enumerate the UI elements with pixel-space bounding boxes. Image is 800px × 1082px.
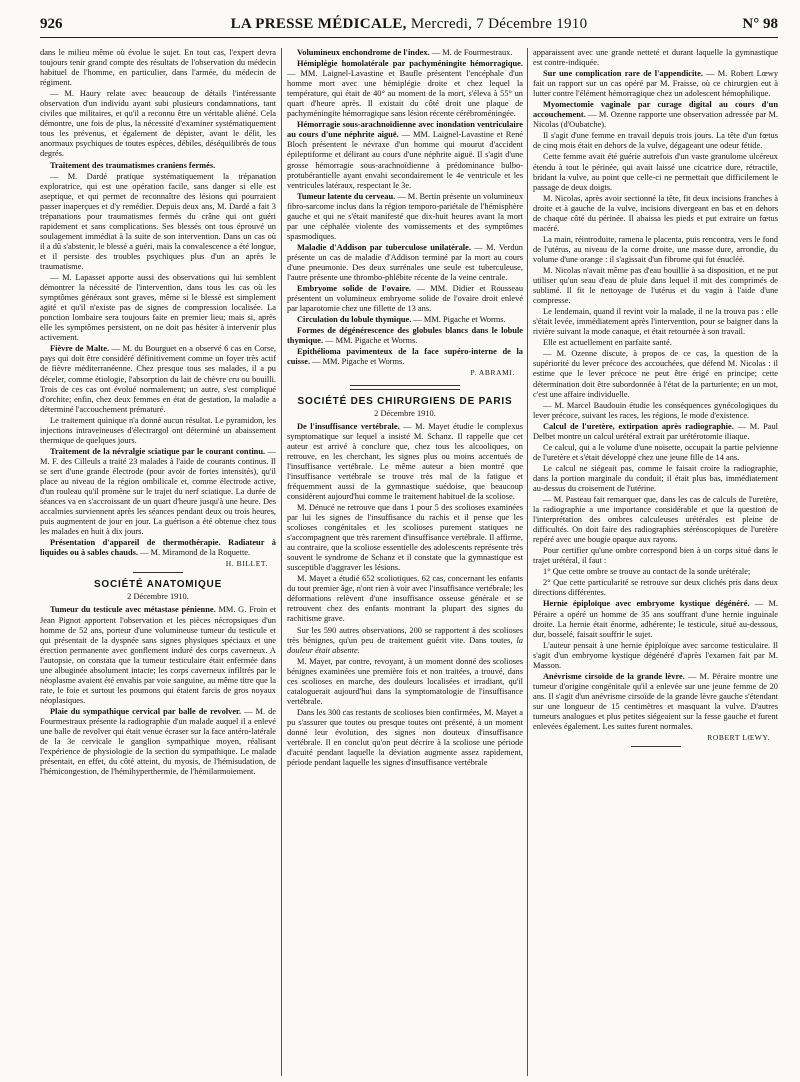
item-heading: Circulation du lobule thymique.	[297, 315, 412, 325]
paragraph: Maladie d'Addison par tuberculose unilatérale. — M. Verdun présente un cas de maladie d'Addison terminé par la mort au cours d'une pneumonie. Des deux surrénales une seule est tuberculeuse, l'autre présente une thrombo-phlébite récente de la veine centrale.	[287, 242, 523, 283]
paragraph: Calcul de l'uretère, extirpation après radiographie. — M. Paul Delbet montre un calcul urétéral extrait par urétérotomie iliaque.	[533, 421, 778, 441]
paragraph: Cette femme avait été guérie autrefois d'un vaste granulome ulcéreux étendu à tout le périnée, qui avait laissé une cicatrice dure, rétractile, bridant la vulve, au point que celle-ci ne permettait que difficilement le passage de deux doigts.	[533, 152, 778, 192]
column-3	[533, 48, 778, 1076]
paragraph: Hémiplégie homolatérale par pachyméningite hémorragique. — MM. Laignel-Lavastine et Baufle présentent l'encéphale d'un homme mort avec une hémiplégie droite et chez lequel la température, qui était de 40° au moment de la mort, s'éleva à 55° un quart d'heure après. Il existait du côté droit une plaque de pachyméningite hémorragique sans lésion récente cérébroméningée.	[287, 59, 523, 119]
column-2	[287, 48, 523, 1076]
paragraph: Pour certifier qu'une ombre correspond bien à un corps situé dans le trajet urétéral, il faut :	[533, 546, 778, 566]
paragraph	[40, 161, 276, 171]
paragraph: Formes de dégénérescence des globules blancs dans le lobule thymique. — MM. Pigache et Worms.	[287, 326, 523, 346]
paragraph: dans le milieu même où évolue le sujet. En tout cas, l'expert devra toujours tenir grand compte des résultats de l'observation du médecin habituel de l'homme, en particulier, dans l'armée, du médecin de régiment.	[40, 48, 276, 88]
paragraph: — M. Lapasset apporte aussi des observations qui lui semblent démontrer la nécessité de l'intervention, dans tous les cas où les symptômes généraux sont graves, même si le blessé est simplement agité et qu'il n'existe pas de signes de compression localisée. La ponction lombaire sera toujours faite en premier lieu; mais si, après elle les symptômes persistent, on ne doit pas hésiter à intervenir plus activement.	[40, 273, 276, 343]
journal-name: LA PRESSE MÉDICALE,	[230, 16, 407, 32]
issue-number: N° 98	[742, 16, 778, 32]
column-divider	[527, 48, 528, 1076]
item-heading: De l'insuffisance vertébrale.	[297, 421, 400, 431]
paragraph: Anévrisme cirsoïde de la grande lèvre. — M. Péraire montre une tumeur d'origine congénitale qu'il a enlevée sur une jeune femme de 20 ans. Il s'agit d'un anévrisme cirsoïde de la grande lèvre gauche s'étendant sur une longueur de 15 centimètres et masquant la vulve. D'autres tumeurs analogues et plus petites siégeaient sur la fesse gauche et furent enlevées également. Les suites furent normales.	[533, 671, 778, 732]
item-heading: Calcul de l'uretère, extirpation après radiographie.	[543, 421, 734, 431]
journal-title	[40, 16, 778, 33]
paragraph: apparaissent avec une grande netteté et durant laquelle la gymnastique est contre-indiquée.	[533, 48, 778, 68]
paragraph: Le traitement quinique n'a donné aucun résultat. Le pyramidon, les injections intraveineuses d'électrargol ont déterminé un abaissement thermique de quelques jours.	[40, 415, 276, 445]
divider	[133, 572, 183, 573]
paragraph: 1° Que cette ombre se trouve au contact de la sonde urétérale;	[543, 567, 751, 577]
paragraph: Le lendemain, quand il revint voir la malade, il ne la trouva pas : elle s'était levée, immédiatement après l'intervention, pour se baigner dans la rivière suivant la mode canaque, et était retournée à son travail.	[533, 307, 778, 337]
paragraph: M. Mayet a étudié 652 scoliotiques. 62 cas, concernant les enfants du tout premier âge, n'ont rien à voir avec l'insuffisance vertébrale; les déformations relèvent d'une insuffisance osseuse générale et se retrouvent chez des enfants montrant la plupart des signes du rachitisme grave.	[287, 574, 523, 624]
page-number: 926	[40, 16, 63, 32]
item-heading: Traitement de la névralgie sciatique par le courant continu.	[50, 446, 266, 456]
divider	[631, 746, 681, 747]
item-heading: Myomectomie vaginale par curage digital au cours d'un accouchement.	[533, 100, 778, 120]
item-heading: Maladie d'Addison par tuberculose unilatérale.	[297, 242, 471, 252]
paragraph: Ce calcul, qui a le volume d'une noisette, occupait la partie pelvienne de l'uretère et s'était développé chez une jeune fille de 14 ans.	[533, 442, 778, 462]
item-heading: Sur une complication rare de l'appendicite.	[543, 69, 703, 79]
issue-date: Mercredi, 7 Décembre 1910	[410, 16, 588, 32]
item-heading: Hémorragie sous-arachnoïdienne avec inondation ventriculaire au cours d'une néphrite aiguë.	[287, 120, 523, 140]
section-date: 2 Décembre 1910.	[127, 592, 189, 602]
paragraph: Sur les 590 autres observations, 200 se rapportent à des scolioses très bénignes, qu'un peu de traitement guérit vite. Dans toutes, la douleur était absente.	[287, 625, 523, 655]
item-heading: Formes de dégénérescence des globules blancs dans le lobule thymique.	[287, 326, 523, 346]
section-date: 2 Décembre 1910.	[374, 408, 436, 418]
paragraph: Volumineux enchondrome de l'index. — M. de Fourmestraux.	[297, 48, 513, 57]
paragraph: Elle est actuellement en parfaite santé.	[543, 338, 672, 348]
paragraph: Hernie épiploïque avec embryome kystique dégénéré. — M. Péraire a opéré un homme de 35 ans souffrant d'une hernie inguinale droite. La hernie était énorme, adhérente; le testicule, situé au-dessous, dur, bosselé, faisait souffrir le sujet.	[533, 599, 778, 639]
paragraph: — M. Marcel Baudouin étudie les conséquences gynécologiques du lever précoce, suivant les races, les régions, le mode d'existence.	[533, 400, 778, 420]
item-heading: Tumeur du testicule avec métastase pénienne.	[50, 605, 216, 615]
page-header	[40, 16, 778, 38]
paragraph: Le calcul ne siégeait pas, comme le faisait croire la radiographie, dans la portion marginale du conduit; il était plus bas, immédiatement au-dessus du croisement de l'utérine.	[533, 463, 778, 493]
paragraph: Traitement de la névralgie sciatique par le courant continu. — M. F. des Cilleuls a traité 23 malades à l'aide de courants continus. Il se sert d'une grande électrode (pour avoir de fortes intensités), qu'il place au niveau de la région ombilicale et, comme électrode active, d'un rouleau qu'il promène sur le trajet du nerf sciatique. La durée de séances va en s'accroissant de un quart d'heure jusqu'à une heure. Des accalmies surviennent après les séances pendant deux ou trois heures, puis augmentent de jour en jour. La guérison a été obtenue chez tous les malades en huit à dix jours.	[40, 446, 276, 537]
item-heading: Tumeur latente du cerveau.	[297, 191, 396, 201]
paragraph: Tumeur latente du cerveau. — M. Bertin présente un volumineux fibro-sarcome inclus dans la région temporo-pariétale de l'hémisphère gauche et qui ne s'était manifesté que dix-huit heures avant la mort par une céphalée violente des vomissements et des symptômes spasmodiques.	[287, 191, 523, 241]
paragraph: Tumeur du testicule avec métastase pénienne. MM. G. Froin et Jean Pignot apportent l'observation et les pièces nécropsiques d'un homme de 52 ans, porteur d'une volumineuse tumeur du testicule et qui présentait de la dyspnée sans signes physiques spéciaux et une érection permanente avec gonflement induré des corps caverneux. A l'autopsie, on constata que la tumeur testiculaire était enfermée dans une albuginée absolument intacte; les corps caverneux infiltrés par le néoplasme avaient été envahis par voie sanguine, au même titre que la rate, le foie et surtout les poumons qui étaient farcis de gros noyaux néoplasiques.	[40, 605, 276, 705]
paragraph: Fièvre de Malte. — M. du Bourguet en a observé 6 cas en Corse, pays qui doit être considéré définitivement comme un foyer très actif de fièvre méditerranéenne. Chez presque tous ses malades, il a pu déceler, comme étiologie, l'absorption du lait de chèvre cru ou bouilli. Trois de ces cas ont évolué normalement; un autre, s'est compliqué d'orchite; enfin, chez deux femmes en état de gestation, la maladie a déterminé l'accouchement prématuré.	[40, 344, 276, 414]
paragraph: Plaie du sympathique cervical par balle de revolver. — M. de Fourmestraux présente la radiographie d'un malade auquel il a enlevé une balle de revolver qui était venue écraser sur la face antéro-latérale de la 3e cervicale le ganglion sympathique moyen, réalisant l'expérience de physiologie de la section du sympathique. Le malade présentait, en effet, du côté atteint, du myosis, de l'hémisudation, de l'hémicongestion, de l'hémihyperthermie, de l'hémilarmoiement.	[40, 706, 276, 777]
paragraph: La main, réintroduite, ramena le placenta, puis rencontra, vers le fond de l'utérus, au niveau de la corne droite, une masse dure, arrondie, du volume d'une orange : il s'agissait d'un fibrome qui fut énucléé.	[533, 234, 778, 264]
divider	[350, 385, 460, 390]
signature: P. ABRAMI.	[470, 368, 515, 378]
paragraph: Embryome solide de l'ovaire. — MM. Didier et Rousseau présentent un volumineux embryome solide de l'ovaire droit enlevé par laparotomie chez une fillette de 13 ans.	[287, 284, 523, 314]
item-heading: Traitement des traumatismes craniens fermés.	[50, 160, 216, 170]
item-heading: Volumineux enchondrome de l'index.	[297, 48, 430, 57]
item-heading: Hernie épiploïque avec embryome kystique dégénéré.	[543, 599, 750, 609]
paragraph: — M. Ozenne discute, à propos de ce cas, la question de la supériorité du lever précoce des accouchées, que défend M. Nicolas : il estime que le lever précoce ne peut être érigé en principe; cette détermination doit être subordonnée à l'état de la parturiente; en un mot, c'est une affaire individuelle.	[533, 349, 778, 399]
paragraph: M. Dénucé ne retrouve que dans 1 pour 5 des scolioses examinées par lui les signes de l'insuffisance du rachis et il pense que les scolioses congénitales et les scolioses purement statiques ne s'accompagnent que très rarement d'insuffisance vertébrale. Il affirme, au contraire, que la scoliose essentielle des adolescents représente très souvent le syndrome de Schanz et il constate que la gymnastique est susceptible d'aggraver les lésions.	[287, 502, 523, 573]
item-heading: Anévrisme cirsoïde de la grande lèvre.	[543, 671, 685, 681]
paragraph: — M. Dardé pratique systématiquement la trépanation exploratrice, qui est une opération facile, sans danger si elle est aseptique, et qui permet de reconnaître des lésions qui pourraient passer inaperçues et d'y remédier. Depuis deux ans, M. Dardé a fait 3 trépanations pour traumatismes fermés du crâne qui ont guéri rapidement et sans complications. Ses blessés ont tous éprouvé un soulagement immédiat à la suite de son intervention. Dans un cas où il a dû s'abstenir, le blessé a guéri, mais la convalescence a été longue, et il persiste des troubles psychiques plus d'un an après le traumatisme.	[40, 171, 276, 271]
item-heading: Embryome solide de l'ovaire.	[297, 284, 412, 294]
signature: ROBERT LŒWY.	[707, 733, 770, 743]
paragraph: Présentation d'appareil de thermothérapie. Radiateur à liquides ou à sables chauds. — M. Miramond de la Roquette.	[40, 538, 276, 558]
item-heading: Epithélioma pavimenteux de la face supéro-interne de la cuisse.	[287, 347, 523, 367]
paragraph: Il s'agit d'une femme en travail depuis trois jours. La tête d'un fœtus de cinq mois était en dehors de la vulve, dégageant une odeur fétide.	[533, 131, 778, 151]
paragraph: Myomectomie vaginale par curage digital au cours d'un accouchement. — M. Ozenne rapporte une observation adressée par M. Nicolas (d'Oubatche).	[533, 100, 778, 130]
item-heading: Hémiplégie homolatérale par pachyméningite hémorragique.	[297, 59, 523, 69]
signature: H. BILLET.	[225, 559, 268, 569]
section-title: SOCIÉTÉ ANATOMIQUE	[93, 579, 223, 591]
item-heading: Présentation d'appareil de thermothérapie. Radiateur à liquides ou à sables chauds.	[40, 538, 276, 558]
paragraph: L'auteur pensait à une hernie épiploïque avec sarcome testiculaire. Il s'agit d'un embryome kystique dégénéré d'après l'examen fait par M. Masson.	[533, 640, 778, 670]
paragraph: Dans les 300 cas restants de scolioses bien confirmées, M. Mayet a pu s'assurer que toutes ou presque toutes ont présenté, à un moment donné leur évolution, des signes non douteux d'insuffisance vertébrale. Il en conclut qu'on peut décrire à la scoliose une période d'acuité pendant laquelle la déviation augmente assez rapidement, période pendant laquelle les signes d'insuffisance vertébrale	[287, 707, 523, 768]
item-heading: Plaie du sympathique cervical par balle de revolver.	[50, 706, 242, 716]
item-heading: Fièvre de Malte.	[50, 344, 110, 354]
paragraph: De l'insuffisance vertébrale. — M. Mayet étudie le complexus symptomatique sur lequel a insisté M. Schanz. Il rappelle que cet auteur est arrivé à conclure que, chez tous les alcooliques, on retrouve, en les cherchant, les signes plus ou moins accentués de l'insuffisance vertébrale. Le même auteur a bien montré que l'insuffisance vertébrale se trouve très mal de la fatigue et fréquemment aussi de la gymnastique suédoise, que beaucoup considèrent aujourd'hui comme le traitement habituel de la scoliose.	[287, 421, 523, 501]
section-title: SOCIÉTÉ DES CHIRURGIENS DE PARIS	[297, 395, 513, 407]
paragraph: M. Nicolas n'avait même pas d'eau bouillie à sa disposition, et ne put utiliser qu'un seau d'eau de pluie dans lequel il mit des comprimés de sublimé. Il fit le nettoyage de l'utérus et du vagin à l'aide d'une compresse.	[533, 265, 778, 306]
paragraph: Epithélioma pavimenteux de la face supéro-interne de la cuisse. — MM. Pigache et Worms.	[287, 347, 523, 367]
header-rule	[40, 37, 778, 38]
paragraph: M. Mayet, par contre, revoyant, à un moment donné des scolioses bénignes examinées une première fois et non traitées, a trouvé, dans ces scolioses en marche, des douleurs localisées et irradiant, qu'il cataloguerait aujourd'hui dans la symptomatologie de l'insuffisance vertébrale.	[287, 656, 523, 706]
column-divider	[281, 48, 282, 1076]
column-1	[40, 48, 276, 1076]
paragraph: Sur une complication rare de l'appendicite. — M. Robert Lœwy fait un rapport sur un cas opéré par M. Fraisse, où ce chirurgien eut à lutter contre l'élément hémorragique chez un adolescent hémophilique.	[533, 69, 778, 99]
paragraph: Hémorragie sous-arachnoïdienne avec inondation ventriculaire au cours d'une néphrite aiguë. — MM. Laignel-Lavastine et René Bloch présentent le névraxe d'un homme qui mourut d'accident épileptiforme et délirant au cours d'une néphrite aiguë. Il s'agit d'une grosse hémorragie sous-arachnoïdienne à prédominance bulbo-protubérantielle ayant envahi secondairement le 4e ventricule et les ventricules latéraux, respectant le 3e.	[287, 120, 523, 190]
paragraph: M. Nicolas, après avoir sectionné la tête, fit deux incisions franches à droite et à gauche de la vulve, incisions divergeant en bas et en dehors de chaque côté du périnée. Il abaissa les pieds et put extraire un fœtus macéré.	[533, 193, 778, 233]
paragraph: 2° Que cette particularité se retrouve sur deux clichés pris dans deux directions différentes.	[533, 578, 778, 598]
paragraph: — M. Pasteau fait remarquer que, dans les cas de calculs de l'uretère, la radiographie a une importance considérable et que la question de l'interprétation des ombres calculeuses urétérales est pleine de difficultés. On doit faire des radiographies stéréoscopiques de l'uretère repéré avec une bougie opaque aux rayons.	[533, 495, 778, 545]
paragraph: Circulation du lobule thymique. — MM. Pigache et Worms.	[297, 315, 506, 325]
paragraph: — M. Haury relate avec beaucoup de détails l'intéressante observation d'un individu ayant subi plusieurs condamnations, tant civiles que militaires, et qu'il a reconnu être un véritable aliéné. Cela démontre, une fois de plus, la nécessité d'examiner systématiquement tous les prévenus, et également de dépister, avant le délit, les anormaux psychiques de toutes espèces, débiles, déséquilibrés de tous degrés.	[40, 89, 276, 159]
